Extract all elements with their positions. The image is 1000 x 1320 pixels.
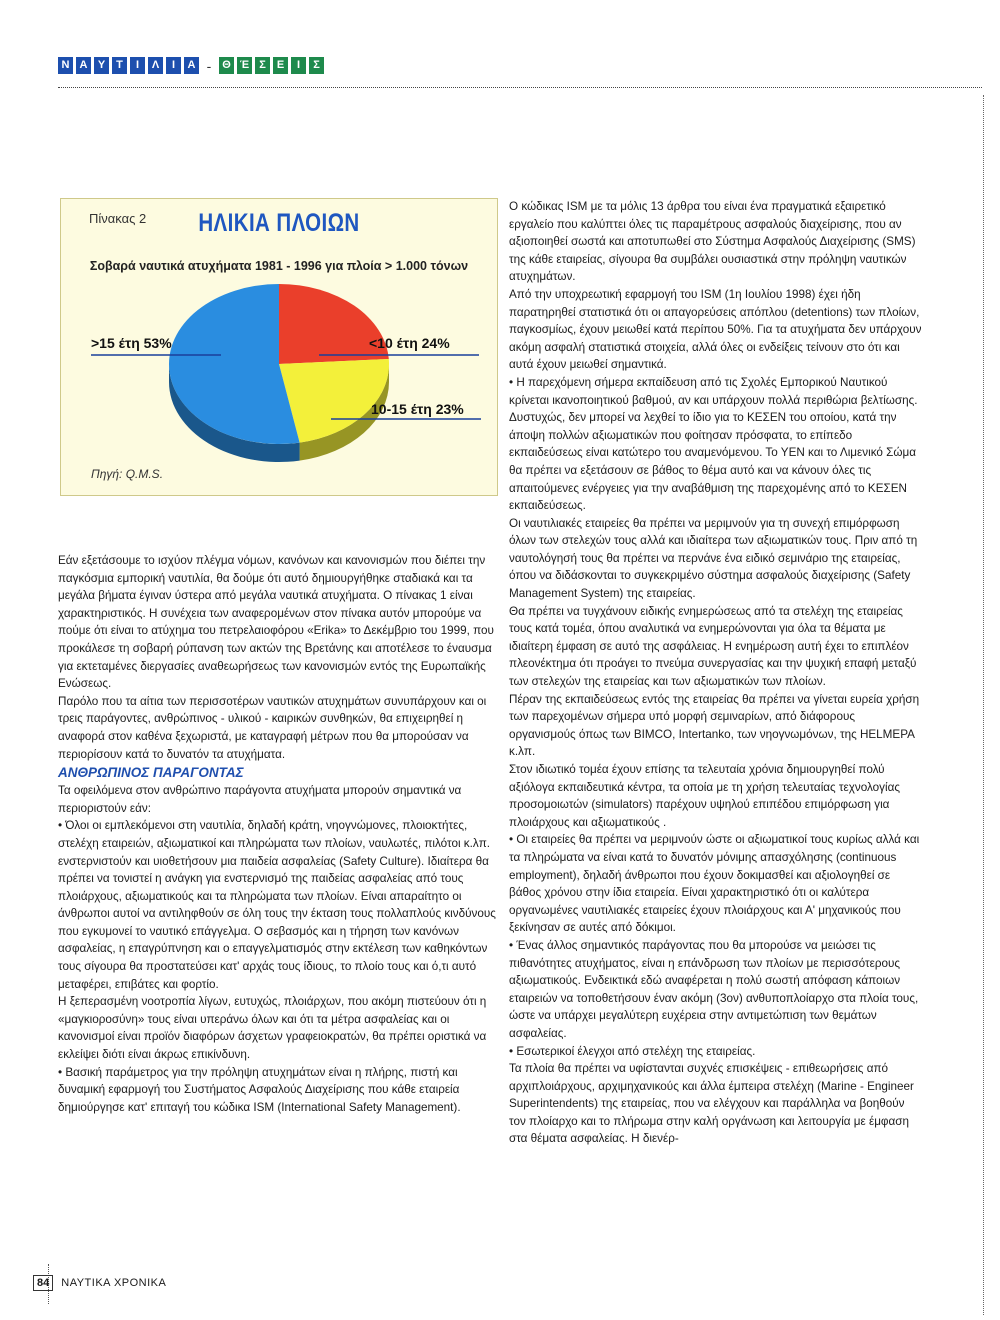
slice-label-10-15: 10-15 έτη 23% <box>371 401 464 417</box>
bullet-paragraph: • Ένας άλλος σημαντικός παράγοντας που θα μπορούσε να μειώσει τις πιθανότητες ατυχήματος, είναι η επάνδρωση των πλοίων με περισσότερους αξιωματικούς. Ενδεικτικά εδώ αναφέρεται η πολύ σωστή απόφαση κάποιων εταιρειών να τοποθετήσουν έναν ακόμη (3ον) ανθυποπλοίαρχο στα πλοία τους, ώστε να υπάρχει μεγαλύτερη ευχέρεια στην αντιμετώπιση των θεμάτων ασφαλείας. <box>509 937 924 1043</box>
paragraph: Η ξεπερασμένη νοοτροπία λίγων, ευτυχώς, πλοιάρχων, που ακόμη πιστεύουν ότι η «μαγκιοροσύνη» τους είναι υπεράνω όλων και ότι τα μέτρα ασφαλείας και οι κανονισμοί είναι προϊόν διαφόρων άσχετων γραφειοκρατών, θα πρέπει οριστικά να εκλείψει διότι είναι άκρως επικίνδυνη. <box>58 995 487 1062</box>
header-letter: Υ <box>94 57 109 74</box>
header-divider <box>58 87 982 88</box>
page-edge-rule <box>983 95 984 1315</box>
paragraph: Πέραν της εκπαιδεύσεως εντός της εταιρείας θα πρέπει να γίνεται ευρεία χρήση των παρεχομένων σήμερα υπό μορφή σεμιναρίων, από διάφορους οργανισμούς όπως των BIMCO, Intertanko, των νηογνωμόνων, της HELMEPA κ.λπ. <box>509 692 920 759</box>
section-heading: ΑΝΘΡΩΠΙΝΟΣ ΠΑΡΑΓΟΝΤΑΣ <box>58 765 244 781</box>
left-column <box>58 552 496 1116</box>
header-letter: Τ <box>112 57 127 74</box>
header-letter: Ι <box>130 57 145 74</box>
paragraph: Παρόλο που τα αίτια των περισσοτέρων ναυτικών ατυχημάτων συνυπάρχουν και οι τρεις παράγοντες, ανθρώπινος - υλικού - καιρικών συνθηκών, θα επιχειρηθεί η αναφορά στον καθένα ξεχωριστά, με καταγραφή μέτρων που θα μπορούσαν να περιορίσουν κατά το δυνατόν τα ατυχήματα. <box>58 694 487 761</box>
pie-slice-1 <box>279 284 389 364</box>
chart-source: Πηγή: Q.M.S. <box>91 467 164 481</box>
page-footer <box>33 1275 166 1291</box>
slice-label-over-15: >15 έτη 53% <box>91 335 172 351</box>
bullet-paragraph: • Εσωτερικοί έλεγχοι από στελέχη της εταιρείας. <box>509 1043 924 1061</box>
paragraph: Οι ναυτιλιακές εταιρείες θα πρέπει να μεριμνούν για τη συνεχή επιμόρφωση όλων των στελεχών τους αλλά και ιδιαίτερα των αξιωματικών τους. Πριν από τη ναυτολόγησή τους θα πρέπει να περνάνε ένα ειδικό σεμινάριο της εταιρείας, όπου να διδάσκονται το συγκεκριμένο σύστημα ασφαλούς διαχείρισης (Safety Management System) της εταιρείας. <box>509 516 918 601</box>
paragraph: Ο κώδικας ISM με τα μόλις 13 άρθρα του είναι ένα πραγματικά εξαιρετικό εργαλείο που καλύπτει όλες τις παραμέτρους ασφαλούς διαχείρισης, που αν αξιοποιηθεί σωστά και αποτυπωθεί στο Σύστημα Ασφαλούς Διαχείρισης (SMS) της κάθε εταιρείας, σίγουρα θα συμβάλει ουσιαστικά στην πρόληψη ναυτικών ατυχημάτων. <box>509 200 916 284</box>
magazine-name: ΝΑΥΤΙΚΑ ΧΡΟΝΙΚΑ <box>61 1277 167 1289</box>
chart-title: ΗΛΙΚΙΑ ΠΛΟΙΩΝ <box>198 209 360 237</box>
chart-subtitle: Σοβαρά ναυτικά ατυχήματα 1981 - 1996 για πλοία > 1.000 τόνων <box>89 259 469 273</box>
pie-slices <box>169 284 389 444</box>
header-letter: Α <box>76 57 91 74</box>
header-letter: Ε <box>273 57 288 74</box>
header-letter: Ν <box>58 57 73 74</box>
right-column <box>509 198 924 1148</box>
header-letter: Ι <box>291 57 306 74</box>
bullet-paragraph: • Όλοι οι εμπλεκόμενοι στη ναυτιλία, δηλαδή κράτη, νηογνώμονες, πλοιοκτήτες, στελέχη εταιρειών, αξιωματικοί και πληρώματα των πλοίων, ναυλωτές, πιλότοι κ.λπ. ενστερνιστούν και υιοθετήσουν μια παιδεία ασφαλείας (Safety Culture). Ιδιαίτερα θα πρέπει να τονιστεί η ανάγκη για ενστερνισμό της παιδείας ασφαλείας από τους πλοιάρχους, αξιωματικούς και τα πληρώματα των πλοίων. Είναι απαραίτητο οι άνθρωποι αυτοί να αντιληφθούν σε όλη τους την έκταση τους πολλαπλούς κινδύνους που εγκυμονεί το ναυτικό επάγγελμα. Ο σεβασμός και η τήρηση των κανόνων ασφαλείας, η επαγρύπνηση και ο επαγγελματισμός στην εκτέλεση των καθηκόντων τους σίγουρα θα προστατεύσει κατ' αρχάς τους ίδιους, το πλοίο τους και ό,τι αυτό μεταφέρει, επιβάτες και φορτίο. <box>58 817 496 993</box>
bullet-paragraph: • Η παρεχόμενη σήμερα εκπαίδευση από τις Σχολές Εμπορικού Ναυτικού κρίνεται ικανοποιητικού βαθμού, αν και υπάρχουν πολλά περιθώρια βελτίωσης. <box>509 374 924 409</box>
header-letter: Λ <box>148 57 163 74</box>
paragraph: Τα οφειλόμενα στον ανθρώπινο παράγοντα ατυχήματα μπορούν σημαντικά να περιοριστούν εάν: <box>58 784 462 815</box>
table-label: Πίνακας 2 <box>89 211 147 226</box>
bullet-paragraph: • Οι εταιρείες θα πρέπει να μεριμνούν ώστε οι αξιωματικοί τους κυρίως αλλά και τα πληρώματα να είναι κατά το δυνατόν μόνιμης απασχόλησης (continuous employment), δηλαδή άνθρωποι που έχουν δοκιμασθεί και αξιολογηθεί σε βάθος χρόνου στην ίδια εταιρεία. Είναι χαρακτηριστικό ότι οι καλύτερα οργανωμένες ναυτιλιακές εταιρείες έχουν πλοιάρχους και Α' μηχανικούς που ξεκίνησαν σε αυτές από δόκιμοι. <box>509 831 924 937</box>
header-letter: Α <box>184 57 199 74</box>
paragraph: Στον ιδιωτικό τομέα έχουν επίσης τα τελευταία χρόνια δημιουργηθεί πολύ αξιόλογα εκπαιδευτικά κέντρα, τα οποία με τη χρήση τελευταίας τεχνολογίας προσομοιωτών (simulators) παρέχουν υψηλού επιπέδου επιμόρφωση για πλοιάρχους και αξιωματικούς . <box>509 763 901 829</box>
header-letter: Σ <box>309 57 324 74</box>
slice-label-under-10: <10 έτη 24% <box>369 335 450 351</box>
paragraph: Δυστυχώς, δεν μπορεί να λεχθεί το ίδιο για το ΚΕΣΕΝ του οποίου, κατά την άποψη πολλών αξιωματικών που φοίτησαν πρόσφατα, το επίπεδο εκπαιδεύσεως είναι κατώτερο του αναμενόμενου. Το ΥΕΝ και το Λιμενικό Σώμα θα πρέπει να εξετάσουν σε βάθος το θέμα αυτό και να κάνουν όλες τις απαιτούμενες ενέργειες για την αναβάθμιση της παρεχομένης από το ΚΕΣΕΝ εκπαιδεύσεως. <box>509 411 916 513</box>
header-letter: Ι <box>166 57 181 74</box>
paragraph: Θα πρέπει να τυγχάνουν ειδικής ενημερώσεως από τα στελέχη της εταιρείας τους κατά τομέα, όπου αναλυτικά να ενημερώνονται για όλα τα θέματα με ιδιαίτερη έμφαση σε αυτό της ασφάλειας. Η ενημέρωση αυτή έχει το επιπλέον πλεονέκτημα ότι προάγει το πνεύμα συνεργασίας και την ψυχική επαφή μεταξύ των στελεχών της εταιρείας και των αξιωματικών των πλοίων. <box>509 604 917 689</box>
page-number: 84 <box>33 1275 53 1291</box>
paragraph: Εάν εξετάσουμε το ισχύον πλέγμα νόμων, κανόνων και κανονισμών που διέπει την παγκόσμια εμπορική ναυτιλία, θα δούμε ότι αυτό δημιουργήθηκε σταδιακά και τα μεγάλα βήματα έγιναν ύστερα από μεγάλα ναυτικά ατυχήματα. Ο πίνακας 1 είναι χαρακτηριστικός. Η συνέχεια των αναφερομένων στον πίνακα αυτόν μπορούμε να πούμε ότι είναι το ατύχημα του πετρελαιοφόρου «Erika» το Δεκέμβριο του 1999, που προκάλεσε τη σοβαρή ρύπανση των ακτών της Βρετάνης και αποτέλεσε το έναυσμα για εκτεταμένες διεργασίες αναθεωρήσεως των κανονισμών εντός της Ευρωπαϊκής Ενώσεως. <box>58 554 494 691</box>
header-dash: - <box>206 57 212 74</box>
bullet-paragraph: • Βασική παράμετρος για την πρόληψη ατυχημάτων είναι η πλήρης, πιστή και δυναμική εφαρμογή του Συστήματος Ασφαλούς Διαχείρισης που κάθε εταιρεία δημιούργησε κατ' επιταγή του κώδικα ISM (International Safety Management). <box>58 1064 496 1117</box>
paragraph: Τα πλοία θα πρέπει να υφίστανται συχνές επισκέψεις - επιθεωρήσεις από αρχιπλοιάρχους, αρχιμηχανικούς και άλλα έμπειρα στελέχη (Marine - Engineer Superintendents) της εταιρείας, που να ελέγχουν και παράλληλα να βοηθούν τον πλοίαρχο και το πλήρωμα στην καλή οργάνωση και λειτουργία με έμφαση στα θέματα ασφαλείας. Η διενέρ- <box>509 1062 914 1146</box>
chart-panel <box>60 198 498 496</box>
paragraph: Από την υποχρεωτική εφαρμογή του ISM (1η Ιουλίου 1998) έχει ήδη παρατηρηθεί στατιστικά ότι οι απαγορεύσεις απόπλου (detentions) των πλοίων, παγκοσμίως, έχουν μειωθεί κατά περίπου 50%. Για τα ατυχήματα δεν υπάρχουν ακόμη ασφαλή στατιστικά στοιχεία, αλλά όλες οι ενδείξεις τείνουν στο ότι και αυτά έχουν μειωθεί σημαντικά. <box>509 287 922 372</box>
header-letter: Έ <box>237 57 252 74</box>
header-letter: Θ <box>219 57 234 74</box>
section-header <box>58 57 324 74</box>
header-letter: Σ <box>255 57 270 74</box>
